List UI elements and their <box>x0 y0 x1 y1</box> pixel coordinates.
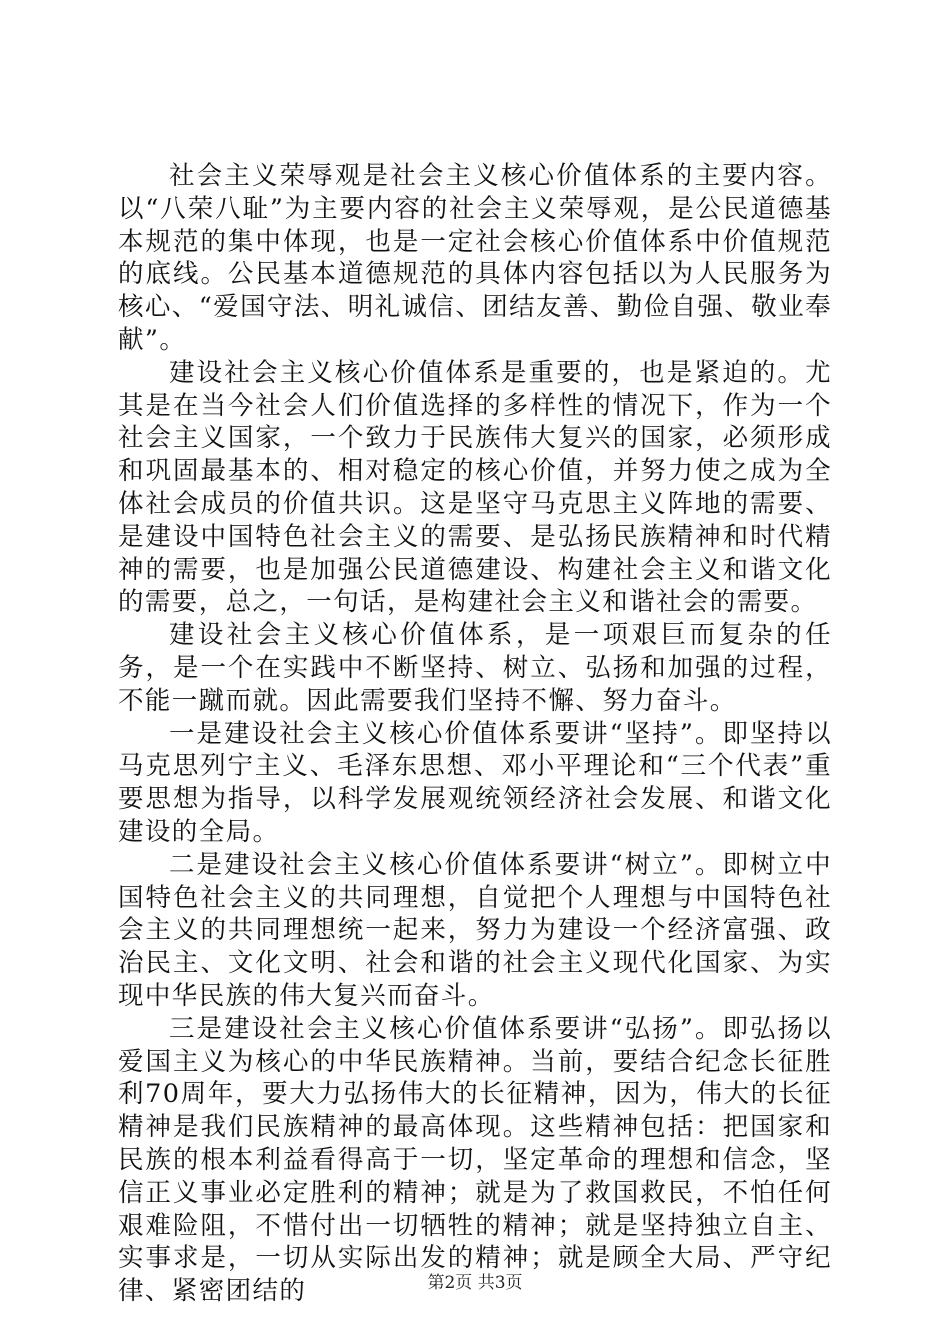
paragraph-5: 二是建设社会主义核心价值体系要讲“树立”。即树立中国特色社会主义的共同理想，自觉把个人理想与中国特色社会主义的共同理想统一起来，努力为建设一个经济富强、政治民主、文化文明、社会和谐的社会主义现代化国家、为实现中华民族的伟大复兴而奋斗。 <box>118 849 832 1011</box>
paragraph-2: 建设社会主义核心价值体系是重要的，也是紧迫的。尤其是在当今社会人们价值选择的多样性的情况下，作为一个社会主义国家，一个致力于民族伟大复兴的国家，必须形成和巩固最基本的、相对稳定的核心价值，并努力使之成为全体社会成员的价值共识。这是坚守马克思主义阵地的需要、是建设中国特色社会主义的需要、是弘扬民族精神和时代精神的需要，也是加强公民道德建设、构建社会主义和谐文化的需要，总之，一句话，是构建社会主义和谐社会的需要。 <box>118 357 832 618</box>
paragraph-6: 三是建设社会主义核心价值体系要讲“弘扬”。即弘扬以爱国主义为核心的中华民族精神。当前，要结合纪念长征胜利70周年，要大力弘扬伟大的长征精神，因为，伟大的长征精神是我们民族精神的最高体现。这些精神包括：把国家和民族的根本利益看得高于一切，坚定革命的理想和信念，坚信正义事业必定胜利的精神；就是为了救国救民，不怕任何艰难险阻，不惜付出一切牺牲的精神；就是坚持独立自主、实事求是，一切从实际出发的精神；就是顾全大局、严守纪律、紧密团结的 <box>118 1013 832 1307</box>
paragraph-1: 社会主义荣辱观是社会主义核心价值体系的主要内容。以“八荣八耻”为主要内容的社会主义荣辱观，是公民道德基本规范的集中体现，也是一定社会核心价值体系中价值规范的底线。公民基本道德规范的具体内容包括以为人民服务为核心、“爱国守法、明礼诚信、团结友善、勤俭自强、敬业奉献”。 <box>118 161 832 355</box>
paragraph-3: 建设社会主义核心价值体系，是一项艰巨而复杂的任务，是一个在实践中不断坚持、树立、弘扬和加强的过程，不能一蹴而就。因此需要我们坚持不懈、努力奋斗。 <box>118 620 832 716</box>
page-number-footer: 第2页 共3页 <box>427 1273 523 1293</box>
paragraph-4: 一是建设社会主义核心价值体系要讲“坚持”。即坚持以马克思列宁主义、毛泽东思想、邓小平理论和“三个代表”重要思想为指导，以科学发展观统领经济社会发展、和谐文化建设的全局。 <box>118 718 832 847</box>
document-body <box>118 160 832 1308</box>
